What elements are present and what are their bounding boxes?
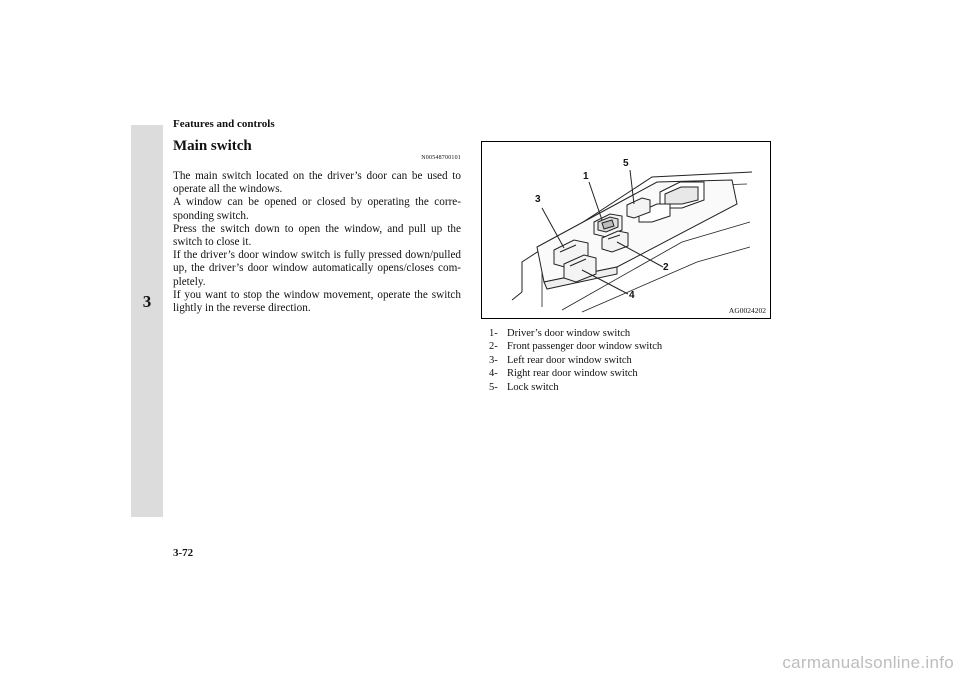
switch-illustration [481, 141, 771, 319]
legend-text: Lock switch [507, 381, 559, 393]
legend-text: Right rear door window switch [507, 368, 638, 380]
legend-text: Front passenger door window switch [507, 341, 663, 353]
document-code: N00548700101 [421, 155, 461, 161]
paragraph: A window can be opened or closed by operating the corre-sponding switch. [173, 196, 461, 222]
callout-3: 3 [535, 194, 541, 205]
figure-legend [489, 327, 769, 394]
legend-item [489, 327, 769, 340]
page-title: Main switch [173, 138, 252, 154]
legend-text: Left rear door window switch [507, 354, 632, 366]
legend-item [489, 381, 769, 394]
chapter-number: 3 [142, 292, 152, 311]
watermark-link[interactable]: carmanualsonline.info [782, 653, 954, 672]
chapter-side-tab [131, 125, 163, 517]
callout-1: 1 [583, 171, 589, 182]
paragraph: If the driver’s door window switch is fully pressed down/pulled up, the driver’s door window automatically opens/closes com-pletely. [173, 249, 461, 288]
paragraph: If you want to stop the window movement, operate the switch lightly in the reverse direction. [173, 288, 461, 315]
callout-2: 2 [663, 262, 669, 273]
legend-item [489, 340, 769, 353]
paragraph: Press the switch down to open the window, and pull up the switch to close it. [173, 222, 461, 249]
page-number: 3-72 [173, 547, 194, 559]
legend-number: 4- [489, 368, 498, 380]
legend-text: Driver’s door window switch [507, 328, 631, 339]
body-text [173, 170, 461, 315]
legend-item [489, 354, 769, 367]
callout-5: 5 [623, 158, 629, 169]
figure-code: AG0024202 [728, 306, 766, 315]
paragraph: The main switch located on the driver’s door can be used to operate all the windows. [173, 170, 461, 196]
legend-item [489, 367, 769, 380]
section-header: Features and controls [173, 118, 275, 130]
legend-number: 1- [489, 328, 498, 339]
callout-4: 4 [629, 290, 635, 301]
legend-number: 5- [489, 381, 498, 393]
legend-number: 3- [489, 354, 498, 366]
legend-number: 2- [489, 341, 498, 353]
